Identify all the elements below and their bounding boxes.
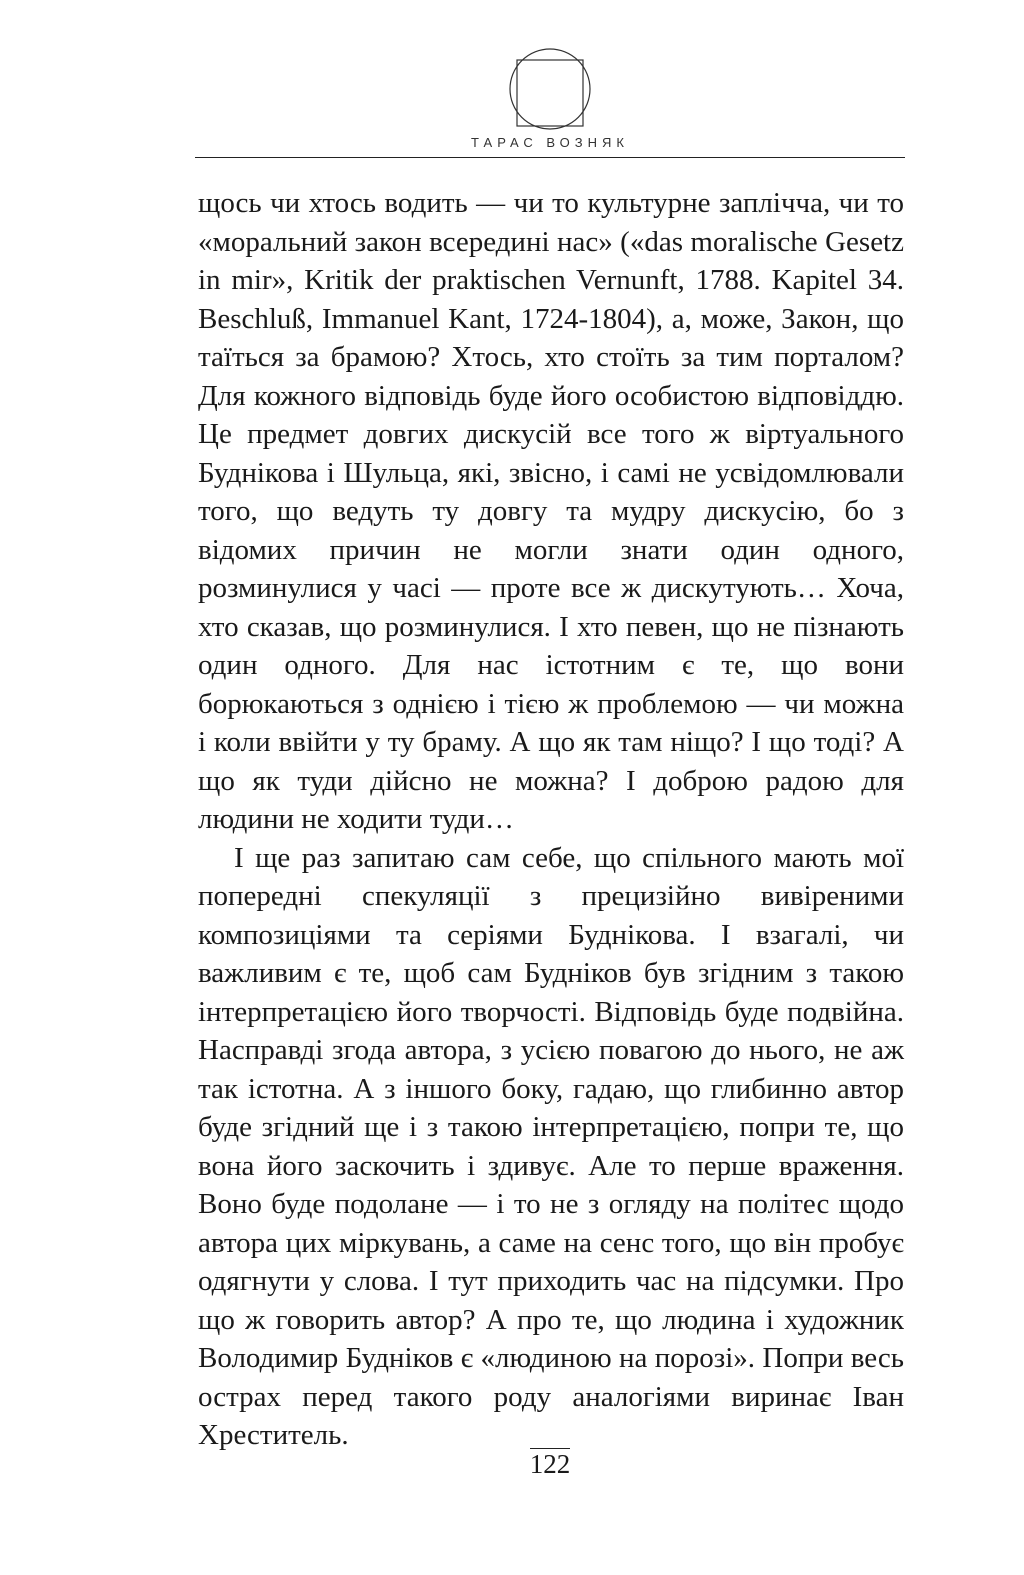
page-body-text	[198, 184, 904, 1455]
page-number: 122	[529, 1449, 571, 1479]
paragraph-continued: щось чи хтось водить — чи то культурне заплічча, чи то «моральний закон всередині нас» («das moralische Gesetz in mir», Kritik der praktischen Vernunft, 1788. Kapitel 34. Beschluß, Immanuel Kant, 1724-1804), а, може, Закон, що таїться за брамою? Хтось, хто стоїть за тим порталом? Для кожного відповідь буде його особистою відповіддю. Це предмет довгих дискусій все того ж віртуального Буднікова і Шульца, які, звісно, і самі не усвідомлювали того, що ведуть ту довгу та мудру дискусію, бо з відомих причин не могли знати один одного, розминулися у часі — проте все ж дискутують… Хоча, хто сказав, що розминулися. І хто певен, що не пізнають один одного. Для нас істотним є те, що вони борюкаються з однією і тією ж проблемою — чи можна і коли ввійти у ту браму. А що як там ніщо? І що тоді? А що як туди дійсно не можна? І доброю радою для людини не ходити туди…	[198, 187, 904, 835]
paragraph: І ще раз запитаю сам себе, що спільного мають мої попередні спекуляції з прецизійно вивіреними композиціями та серіями Буднікова. І взагалі, чи важливим є те, щоб сам Будніков був згідним з такою інтерпретацією його творчості. Відповідь буде подвійна. Насправді згода автора, з усією повагою до нього, не аж так істотна. А з іншого боку, гадаю, що глибинно автор буде згідний ще і з такою інтерпретацією, попри те, що вона його заскочить і здивує. Але то перше враження. Воно буде подолане — і то не з огляду на політес щодо автора цих міркувань, а саме на сенс того, що він пробує одягнути у слова. І тут приходить час на підсумки. Про що ж говорить автор? А про те, що людина і художник Володимир Будніков є «людиною на порозі». Попри весь острах перед такого роду аналогіями виринає Іван Хреститель.	[198, 841, 904, 1451]
running-header-author: ТАРАС ВОЗНЯК	[471, 135, 629, 150]
circle-square-logo-icon	[508, 47, 592, 131]
page-number-footer	[195, 1448, 905, 1480]
header-divider	[195, 157, 905, 158]
